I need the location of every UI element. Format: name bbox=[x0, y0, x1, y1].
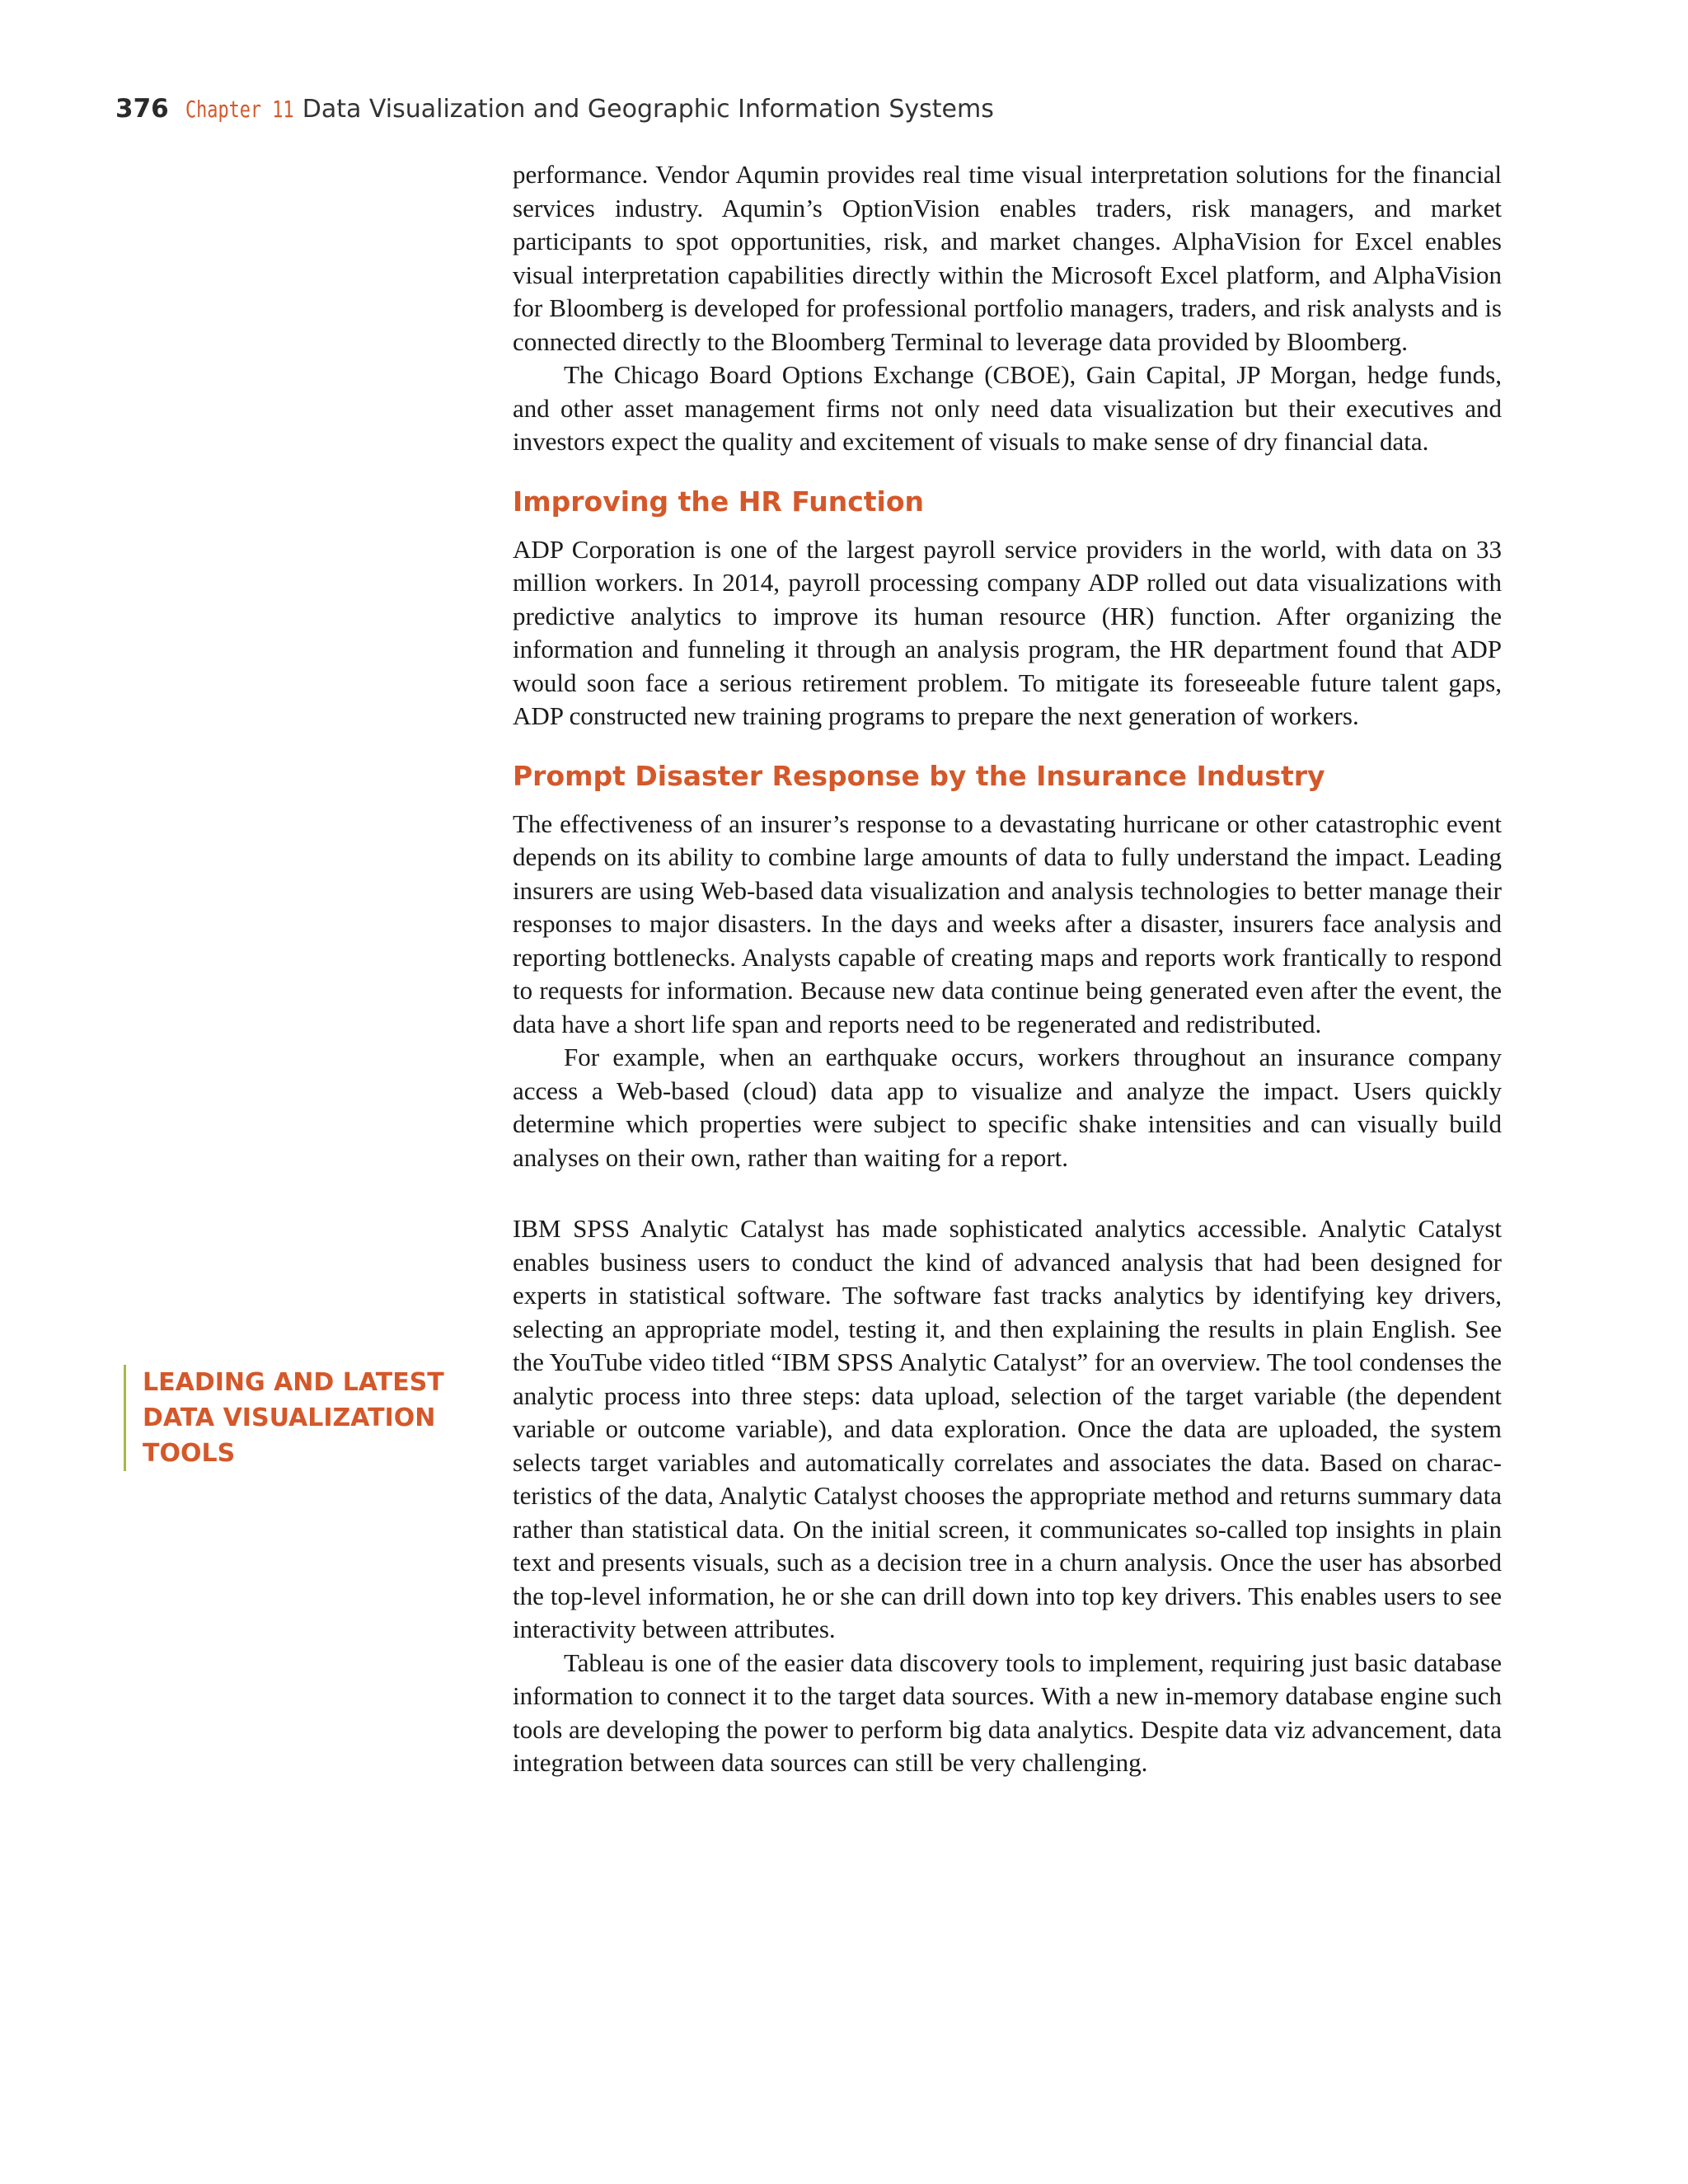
hr-paragraph-1: ADP Corporation is one of the largest payroll service providers in the world, with data on 33 million workers. In 2014, payroll processing company ADP rolled out data visualizations with predictive analytics to improve its human resource (HR) function. After organizing the information and funneling it through an analysis program, the HR department found that ADP would soon face a serious retirement problem. To mitigate its foreseeable future talent gaps, ADP constructed new training programs to prepare the next generation of workers. bbox=[513, 534, 1502, 730]
intro-paragraph-2: The Chicago Board Options Exchange (CBOE), Gain Capital, JP Morgan, hedge funds, and other asset management firms not only need data visualization but their executives and investors expect the quality and excitement of visuals to make sense of dry financial data. bbox=[513, 360, 1502, 456]
tools-paragraph-1: IBM SPSS Analytic Catalyst has made sophisticated analytics accessible. Analytic Catalyst enables business users to conduct the kind of advanced analysis that had been designed for experts in statistical software. The software fast tracks analytics by identifying key drivers, selecting an appropriate model, testing it, and then explaining the results in plain English. See the YouTube video titled “IBM SPSS Analytic Catalyst” for an overview. The tool condenses the analytic process into three steps: data upload, selection of the target variable (the dependent variable or outcome variable), and data exploration. Once the data are uploaded, the system selects target variables and automatically correlates and associates the data. Based on characteristics of the data, Analytic Catalyst chooses the appropriate method and returns summary data rather than statistical data. On the initial screen, it communicates so-called top insights in plain text and presents visuals, such as a decision tree in a churn analysis. Once the user has absorbed the top-level information, he or she can drill down into top key drivers. This enables users to see interactivity between attributes. bbox=[513, 1214, 1502, 1643]
insurance-paragraph-1: The effectiveness of an insurer’s response to a devastating hurricane or other catastrophic event depends on its ability to combine large amounts of data to fully understand the impact. Leading insurers are using Web-based data visualization and analysis technologies to better manage their responses to major disasters. In the days and weeks after a disaster, insurers face analysis and reporting bottlenecks. Analysts capable of creating maps and reports work frantically to respond to requests for information. Because new data continue being generated even after the event, the data have a short life span and reports need to be regenerated and redistributed. bbox=[513, 808, 1502, 1038]
section-heading-hr: Improving the HR Function bbox=[513, 485, 925, 518]
chapter-label: Chapter 11 bbox=[185, 96, 294, 123]
intro-paragraph-1: performance. Vendor Aqumin provides real time visual interpretation solutions for the financial services industry. Aqumin’s OptionVision enables traders, risk managers, and market participants to spot opportunities, risk, and market changes. AlphaVision for Excel enables visual interpretation capabilities directly within the Microsoft Excel platform, and AlphaVision for Bloomberg is developed for professional portfolio managers, traders, and risk analysts and is connected directly to the Bloomberg Terminal to leverage data provided by Bloomberg. bbox=[513, 160, 1502, 356]
tools-section bbox=[513, 1212, 1502, 1780]
page-header bbox=[115, 94, 994, 135]
margin-heading-line-3: TOOLS bbox=[143, 1439, 236, 1468]
main-text-column bbox=[513, 158, 1502, 1780]
chapter-title: Data Visualization and Geographic Information Systems bbox=[302, 95, 994, 124]
page-number: 376 bbox=[115, 94, 169, 124]
tools-paragraph-2: Tableau is one of the easier data discovery tools to implement, requiring just basic database information to connect it to the target data sources. With a new in-memory database engine such tools are developing the power to perform big data analytics. Despite data viz advancement, data integration between data sources can still be very challenging. bbox=[513, 1647, 1502, 1777]
margin-heading bbox=[124, 1365, 472, 1471]
margin-heading-line-1: LEADING AND LATEST bbox=[143, 1368, 444, 1397]
insurance-paragraph-2: For example, when an earthquake occurs, workers throughout an insurance company access a Web-based (cloud) data app to visualize and analyze the impact. Users quickly determine which properties were subject to specific shake intensities and can visually build analyses on their own, rather than waiting for a report. bbox=[513, 1043, 1502, 1172]
section-heading-insurance: Prompt Disaster Response by the Insurance Industry bbox=[513, 759, 1325, 792]
margin-heading-line-2: DATA VISUALIZATION bbox=[143, 1404, 436, 1432]
